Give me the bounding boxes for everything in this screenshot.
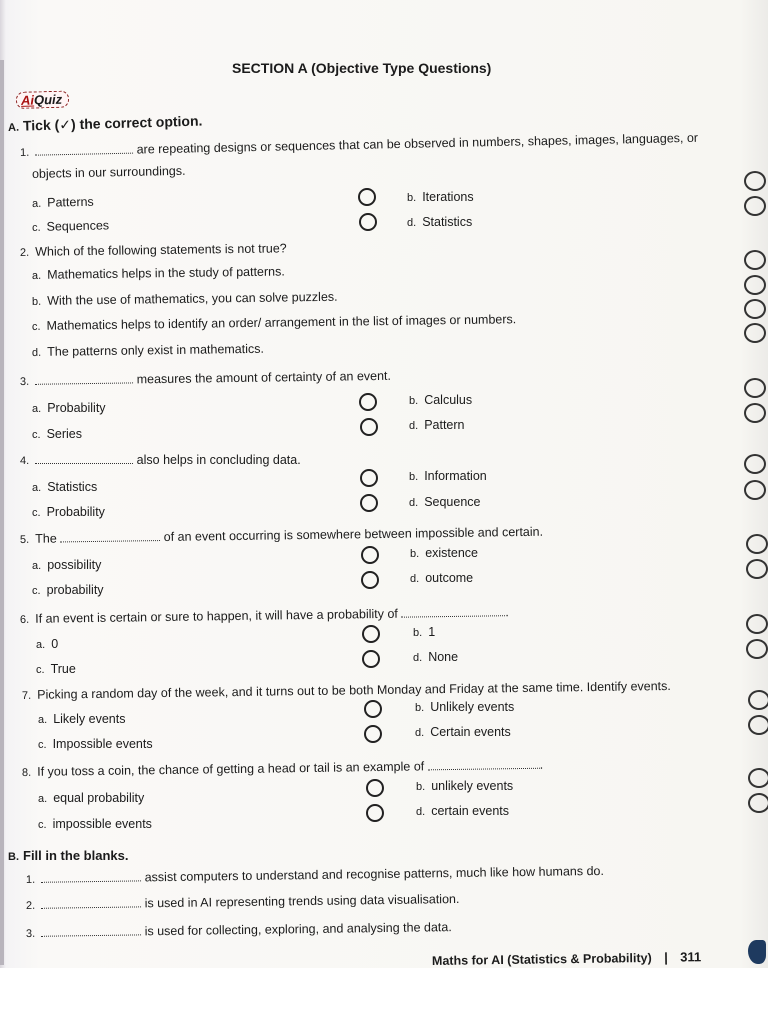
question-number: 8. [21, 766, 32, 779]
option-letter: c. [38, 739, 47, 751]
option-label: Mathematics helps in the study of patterns. [47, 264, 285, 282]
question-number: 4. [20, 455, 30, 467]
option-4a [32, 480, 97, 494]
option-label: Information [424, 469, 487, 483]
badge-quiz-text: Quiz [33, 91, 63, 108]
option-1a-checkbox[interactable] [358, 188, 376, 206]
option-letter: c. [32, 585, 41, 597]
option-5d [410, 571, 473, 585]
option-label: Probability [47, 401, 106, 415]
option-letter: c. [31, 320, 41, 333]
question-text-prefix: The [35, 531, 57, 546]
question-8 [22, 758, 543, 779]
option-4c [32, 505, 105, 519]
item-text: is used for collecting, exploring, and analysing the data. [144, 920, 452, 939]
option-letter: d. [415, 727, 425, 739]
option-7b-checkbox[interactable] [748, 690, 768, 710]
section-title [232, 60, 491, 76]
option-8b-checkbox[interactable] [748, 768, 768, 788]
option-7b [415, 700, 514, 714]
fill-blank-1 [26, 864, 604, 886]
option-label: equal probability [53, 791, 145, 805]
question-text: Picking a random day of the week, and it turns out to be both Monday and Friday at the same time. Identify events. [37, 678, 671, 702]
question-number: 3. [19, 375, 30, 388]
option-1d [407, 215, 472, 229]
option-letter: b. [409, 471, 419, 483]
question-1 [20, 131, 698, 159]
option-letter: c. [36, 664, 45, 676]
option-5c-checkbox[interactable] [361, 571, 379, 589]
option-letter: a. [32, 560, 42, 572]
option-label: Impossible events [52, 737, 153, 751]
option-label: Likely events [53, 712, 126, 726]
option-5b [410, 546, 478, 560]
question-7 [22, 679, 671, 702]
question-number: 1. [19, 146, 30, 159]
option-label: Certain events [430, 725, 511, 739]
option-letter: b. [31, 295, 42, 308]
option-7c-checkbox[interactable] [364, 725, 382, 743]
question-4 [20, 453, 301, 467]
option-letter: d. [413, 652, 423, 664]
question-number: 6. [19, 613, 30, 626]
option-2c-checkbox[interactable] [744, 299, 766, 319]
option-letter: b. [409, 395, 419, 407]
question-1-continued [32, 164, 186, 181]
option-label: unlikely events [431, 779, 514, 793]
option-letter: d. [407, 217, 417, 229]
option-label: Patterns [47, 194, 94, 210]
option-label: Statistics [47, 480, 98, 494]
option-8b [416, 779, 513, 793]
part-a-heading [8, 113, 203, 135]
option-8c [38, 817, 152, 831]
option-label: 1 [428, 625, 436, 639]
question-6 [20, 605, 509, 626]
question-number: 2. [19, 246, 30, 259]
answer-blank[interactable] [428, 758, 540, 771]
section-label: SECTION A [232, 60, 308, 76]
option-6a [36, 637, 58, 651]
option-1b-checkbox[interactable] [744, 171, 766, 191]
option-8d [416, 804, 509, 818]
ai-quiz-badge [16, 91, 70, 109]
answer-blank[interactable] [35, 372, 133, 384]
option-label: Pattern [424, 418, 465, 432]
option-letter: b. [407, 192, 417, 204]
option-letter: a. [38, 714, 48, 726]
option-8c-checkbox[interactable] [366, 804, 384, 822]
option-2a [32, 264, 285, 282]
option-3d-checkbox[interactable] [744, 403, 766, 423]
option-4d [409, 495, 481, 509]
item-number: 1. [25, 873, 36, 886]
option-6a-checkbox[interactable] [362, 625, 380, 643]
option-5b-checkbox[interactable] [746, 534, 768, 554]
option-letter: a. [32, 403, 42, 415]
option-1c [32, 218, 109, 234]
option-1b [407, 190, 474, 204]
option-label: Calculus [424, 393, 473, 407]
option-label: Probability [46, 505, 105, 519]
option-letter: c. [32, 429, 41, 441]
option-3b [409, 393, 472, 407]
fill-blank-3 [26, 920, 452, 940]
option-label: 0 [51, 637, 59, 651]
option-label: None [428, 650, 459, 664]
option-3a-checkbox[interactable] [359, 393, 377, 411]
option-4a-checkbox[interactable] [360, 469, 378, 487]
option-label: certain events [431, 804, 510, 818]
option-letter: c. [38, 819, 47, 831]
option-label: True [50, 662, 76, 676]
option-5a-checkbox[interactable] [361, 546, 379, 564]
option-label: Series [46, 427, 82, 441]
option-letter: c. [31, 221, 41, 234]
option-label: With the use of mathematics, you can solve puzzles. [47, 289, 338, 308]
option-2a-checkbox[interactable] [744, 250, 766, 270]
option-5a [32, 558, 101, 572]
question-3 [20, 369, 391, 388]
option-letter: b. [410, 548, 420, 560]
option-letter: d. [410, 573, 420, 585]
answer-blank[interactable] [41, 870, 141, 882]
option-1d-checkbox[interactable] [744, 196, 766, 216]
option-label: outcome [425, 571, 474, 585]
option-letter: d. [416, 806, 426, 818]
answer-blank[interactable] [41, 924, 141, 936]
option-3a [32, 401, 106, 415]
page-bottom-margin [0, 968, 768, 1024]
option-6d-checkbox[interactable] [746, 639, 768, 659]
option-letter: b. [416, 781, 426, 793]
option-7c [38, 737, 153, 751]
question-text: of an event occurring is somewhere between impossible and certain. [163, 524, 544, 544]
option-letter: b. [413, 627, 423, 639]
question-2 [20, 241, 287, 259]
question-text: Which of the following statements is not true? [35, 241, 287, 259]
badge-ai-text: Ai [20, 92, 35, 108]
option-letter: d. [409, 497, 419, 509]
answer-blank[interactable] [35, 143, 133, 156]
question-text: also helps in concluding data. [136, 453, 301, 467]
option-6c-checkbox[interactable] [362, 650, 380, 668]
section-subtitle: (Objective Type Questions) [311, 60, 492, 76]
part-a-letter: A. [7, 121, 20, 134]
option-3d [409, 418, 465, 432]
option-2c [32, 312, 516, 333]
option-letter: a. [31, 269, 42, 282]
question-number: 5. [19, 533, 30, 546]
item-number: 2. [25, 899, 36, 912]
answer-blank[interactable] [60, 530, 160, 542]
option-2d-checkbox[interactable] [744, 323, 766, 343]
option-4c-checkbox[interactable] [360, 494, 378, 512]
item-text: is used in AI representing trends using data visualisation. [144, 891, 460, 911]
option-letter: a. [36, 639, 46, 651]
option-8a-checkbox[interactable] [366, 779, 384, 797]
option-6d [413, 650, 458, 664]
option-label: The patterns only exist in mathematics. [47, 341, 265, 359]
option-6c [36, 662, 76, 676]
option-letter: d. [31, 346, 42, 359]
question-text-end: . [505, 605, 509, 620]
answer-blank[interactable] [35, 453, 133, 464]
option-3c-checkbox[interactable] [360, 418, 378, 436]
question-text-end: . [539, 757, 544, 772]
option-7d-checkbox[interactable] [748, 715, 768, 735]
option-letter: d. [409, 420, 419, 432]
answer-blank[interactable] [401, 605, 505, 617]
option-letter: a. [31, 197, 42, 210]
option-4d-checkbox[interactable] [744, 480, 766, 500]
question-text: If you toss a coin, the chance of getting a head or tail is an example of [37, 759, 425, 779]
item-text: assist computers to understand and recognise patterns, much like how humans do. [144, 863, 604, 885]
footer-separator: | [664, 949, 668, 965]
option-5d-checkbox[interactable] [746, 559, 768, 579]
option-3c [32, 427, 82, 441]
option-4b [409, 469, 487, 483]
option-5c [32, 583, 104, 597]
option-6b [413, 625, 435, 639]
question-text-continued: objects in our surroundings. [31, 163, 186, 181]
book-spine-shadow [0, 60, 4, 965]
option-label: Unlikely events [430, 700, 515, 714]
option-label: possibility [47, 558, 102, 572]
option-label: Sequences [46, 218, 110, 234]
option-1a [32, 195, 94, 210]
option-label: Sequence [424, 495, 481, 509]
page-number: 311 [680, 949, 702, 965]
option-letter: b. [415, 702, 425, 714]
part-b-heading [8, 848, 128, 863]
option-7a-checkbox[interactable] [364, 700, 382, 718]
option-label: Statistics [422, 215, 473, 229]
option-4b-checkbox[interactable] [744, 454, 766, 474]
question-text: measures the amount of certainty of an event. [136, 368, 392, 387]
question-text: are repeating designs or sequences that can be observed in numbers, shapes, images, languages, or [136, 130, 699, 157]
option-2b [32, 290, 338, 308]
option-2b-checkbox[interactable] [744, 275, 766, 295]
option-1c-checkbox[interactable] [359, 213, 377, 231]
option-letter: c. [32, 507, 41, 519]
option-2d [32, 342, 264, 359]
option-label: existence [425, 546, 478, 560]
page-footer [432, 948, 701, 970]
option-label: probability [46, 583, 104, 597]
option-3b-checkbox[interactable] [744, 378, 766, 398]
option-label: Iterations [422, 190, 474, 204]
fill-blank-2 [26, 892, 460, 912]
option-letter: a. [38, 793, 48, 805]
option-letter: a. [32, 482, 42, 494]
question-text: If an event is certain or sure to happen, it will have a probability of [35, 606, 398, 626]
corner-decoration [748, 940, 766, 964]
option-8d-checkbox[interactable] [748, 793, 768, 813]
part-b-heading-text: Fill in the blanks. [23, 848, 129, 863]
question-number: 7. [21, 689, 32, 702]
part-a-heading-text: Tick (✓) the correct option. [22, 112, 203, 134]
option-6b-checkbox[interactable] [746, 614, 768, 634]
option-label: impossible events [52, 817, 152, 831]
book-title: Maths for AI (Statistics & Probability) [431, 950, 652, 968]
item-number: 3. [25, 927, 36, 940]
option-8a [38, 791, 144, 805]
option-7a [38, 712, 125, 726]
option-7d [415, 725, 511, 739]
option-label: Mathematics helps to identify an order/ arrangement in the list of images or numbers. [46, 312, 517, 333]
part-b-letter: B. [8, 851, 19, 863]
answer-blank[interactable] [41, 896, 141, 908]
question-5 [20, 525, 543, 546]
